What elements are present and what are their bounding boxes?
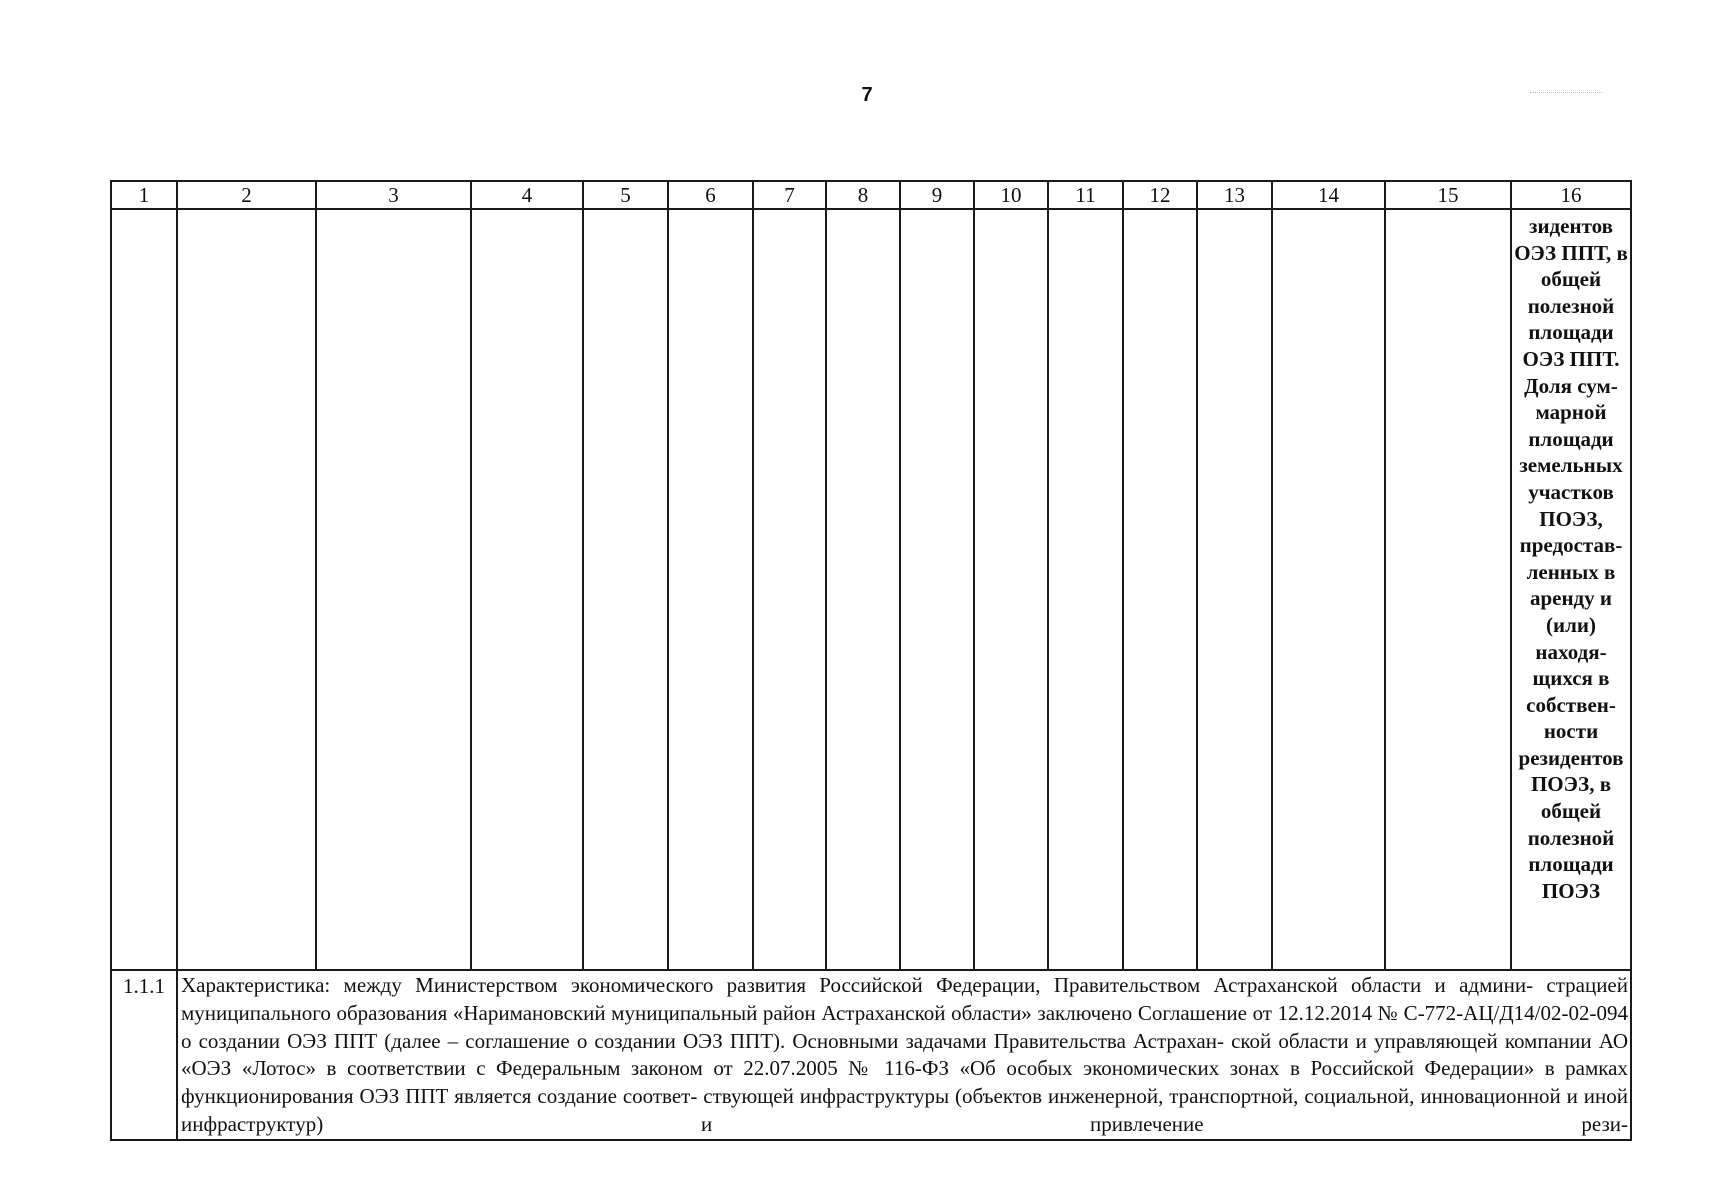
table-cell bbox=[471, 209, 583, 970]
table-cell bbox=[826, 209, 900, 970]
column-header: 5 bbox=[583, 181, 668, 209]
item-description: Характеристика: между Министерством экономического развития Российской Федерации, Правительством Астраханской области и админи- страцией муниципального образования «Наримановский муниципальный район Астраханской области» заключено Соглашение от 12.12.2014 № С-772-АЦ/Д14/02-02-094 о создании ОЭЗ ППТ (далее – соглашение о создании ОЭЗ ППТ). Основными задачами Правительства Астрахан- ской области и управляющей компании АО «ОЭЗ «Лотос» в соответствии с Федеральным законом от 22.07.2005 № 116-ФЗ «Об особых экономических зонах в Российской Федерации» в рамках функционирования ОЭЗ ППТ является создание соответ- ствующей инфраструктуры (объектов инженерной, транспортной, социальной, инновационной и иной инфраструктур) и привлечение рези- bbox=[177, 970, 1631, 1140]
column-header: 7 bbox=[753, 181, 826, 209]
page-number: 7 bbox=[861, 84, 873, 106]
column-header: 10 bbox=[974, 181, 1048, 209]
continuation-row bbox=[111, 209, 1631, 970]
table-cell bbox=[111, 209, 177, 970]
data-table bbox=[110, 180, 1632, 1141]
column-header: 1 bbox=[111, 181, 177, 209]
table-cell bbox=[668, 209, 753, 970]
column-header: 2 bbox=[177, 181, 316, 209]
scan-artifact bbox=[1530, 92, 1602, 93]
column-header: 9 bbox=[900, 181, 974, 209]
table-cell bbox=[316, 209, 471, 970]
item-number: 1.1.1 bbox=[111, 970, 177, 1140]
column-header: 11 bbox=[1048, 181, 1123, 209]
column-header: 13 bbox=[1197, 181, 1272, 209]
indicator-cell: зидентов ОЭЗ ППТ, в общей полезной площади ОЭЗ ППТ. Доля сум- марной площади земельных участков ПОЭЗ, предостав- ленных в аренду и (или) находя- щихся в собствен- ности резидентов ПОЭЗ, в общей полезной площади ПОЭЗ bbox=[1511, 209, 1631, 970]
column-header: 12 bbox=[1123, 181, 1197, 209]
table-cell bbox=[974, 209, 1048, 970]
column-header: 4 bbox=[471, 181, 583, 209]
table-cell bbox=[1272, 209, 1385, 970]
column-header: 14 bbox=[1272, 181, 1385, 209]
column-number-row bbox=[111, 181, 1631, 209]
column-header: 15 bbox=[1385, 181, 1511, 209]
column-header: 6 bbox=[668, 181, 753, 209]
table-cell bbox=[177, 209, 316, 970]
table-cell bbox=[900, 209, 974, 970]
column-header: 3 bbox=[316, 181, 471, 209]
table-cell bbox=[583, 209, 668, 970]
item-row bbox=[111, 970, 1631, 1140]
column-header: 16 bbox=[1511, 181, 1631, 209]
table-cell bbox=[753, 209, 826, 970]
column-header: 8 bbox=[826, 181, 900, 209]
table-cell bbox=[1385, 209, 1511, 970]
table-cell bbox=[1048, 209, 1123, 970]
table-cell bbox=[1197, 209, 1272, 970]
table-cell bbox=[1123, 209, 1197, 970]
